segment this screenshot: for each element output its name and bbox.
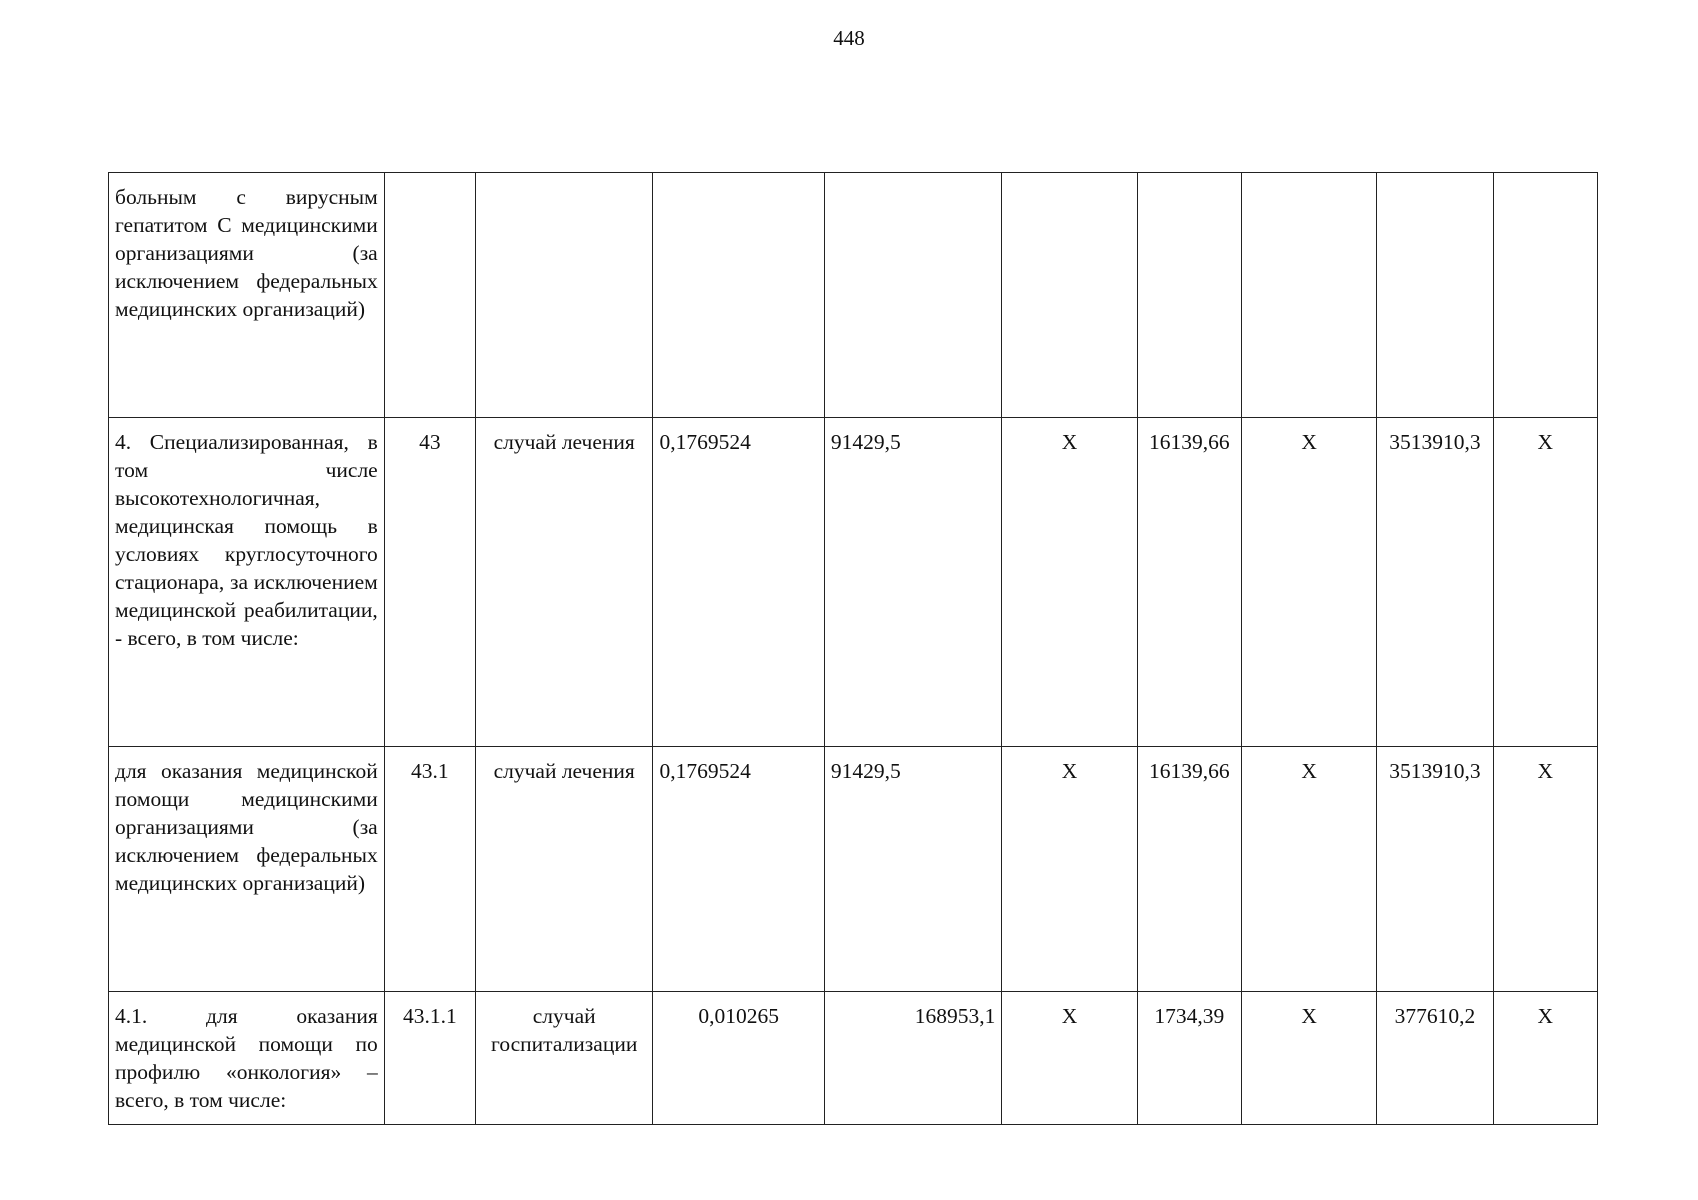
row-col7-cell [1137,173,1241,418]
row-col6-cell: Х [1002,747,1137,992]
table-row [109,173,1598,418]
row-col10-cell: Х [1493,418,1597,747]
row-col6-cell: Х [1002,992,1137,1125]
row-cost-cell: 168953,1 [824,992,1001,1125]
row-col9-cell: 377610,2 [1377,992,1493,1125]
row-code-cell: 43.1.1 [384,992,475,1125]
row-col7-cell: 1734,39 [1137,992,1241,1125]
row-col7-cell: 16139,66 [1137,747,1241,992]
row-norm-cell: 0,010265 [653,992,824,1125]
row-col8-cell: Х [1241,747,1376,992]
row-col8-cell [1241,173,1376,418]
row-unit-cell: случай лечения [475,418,652,747]
row-col10-cell [1493,173,1597,418]
row-col9-cell: 3513910,3 [1377,418,1493,747]
row-code-cell: 43 [384,418,475,747]
row-unit-cell: случай госпитализации [475,992,652,1125]
row-name-cell: для оказания медицинской помощи медицинскими организациями (за исключением федеральных медицинских организаций) [109,747,385,992]
row-norm-cell [653,173,824,418]
row-cost-cell: 91429,5 [824,418,1001,747]
row-code-cell: 43.1 [384,747,475,992]
row-code-cell [384,173,475,418]
row-name-cell: больным с вирусным гепатитом С медицинскими организациями (за исключением федеральных медицинских организаций) [109,173,385,418]
row-col8-cell: Х [1241,418,1376,747]
row-name-cell: 4. Специализированная, в том числе высокотехнологичная, медицинская помощь в условиях круглосуточного стационара, за исключением медицинской реабилитации, - всего, в том числе: [109,418,385,747]
row-col10-cell: Х [1493,747,1597,992]
row-col9-cell: 3513910,3 [1377,747,1493,992]
row-col9-cell [1377,173,1493,418]
row-col6-cell [1002,173,1137,418]
row-name-cell: 4.1. для оказания медицинской помощи по профилю «онкология» – всего, в том числе: [109,992,385,1125]
row-cost-cell [824,173,1001,418]
row-unit-cell [475,173,652,418]
table-row [109,418,1598,747]
table-row [109,747,1598,992]
table-row [109,992,1598,1125]
row-col10-cell: Х [1493,992,1597,1125]
row-unit-cell: случай лечения [475,747,652,992]
page-number: 448 [833,26,865,50]
row-col7-cell: 16139,66 [1137,418,1241,747]
row-cost-cell: 91429,5 [824,747,1001,992]
data-table [108,172,1598,1125]
row-col6-cell: Х [1002,418,1137,747]
row-col8-cell: Х [1241,992,1376,1125]
row-norm-cell: 0,1769524 [653,418,824,747]
row-norm-cell: 0,1769524 [653,747,824,992]
